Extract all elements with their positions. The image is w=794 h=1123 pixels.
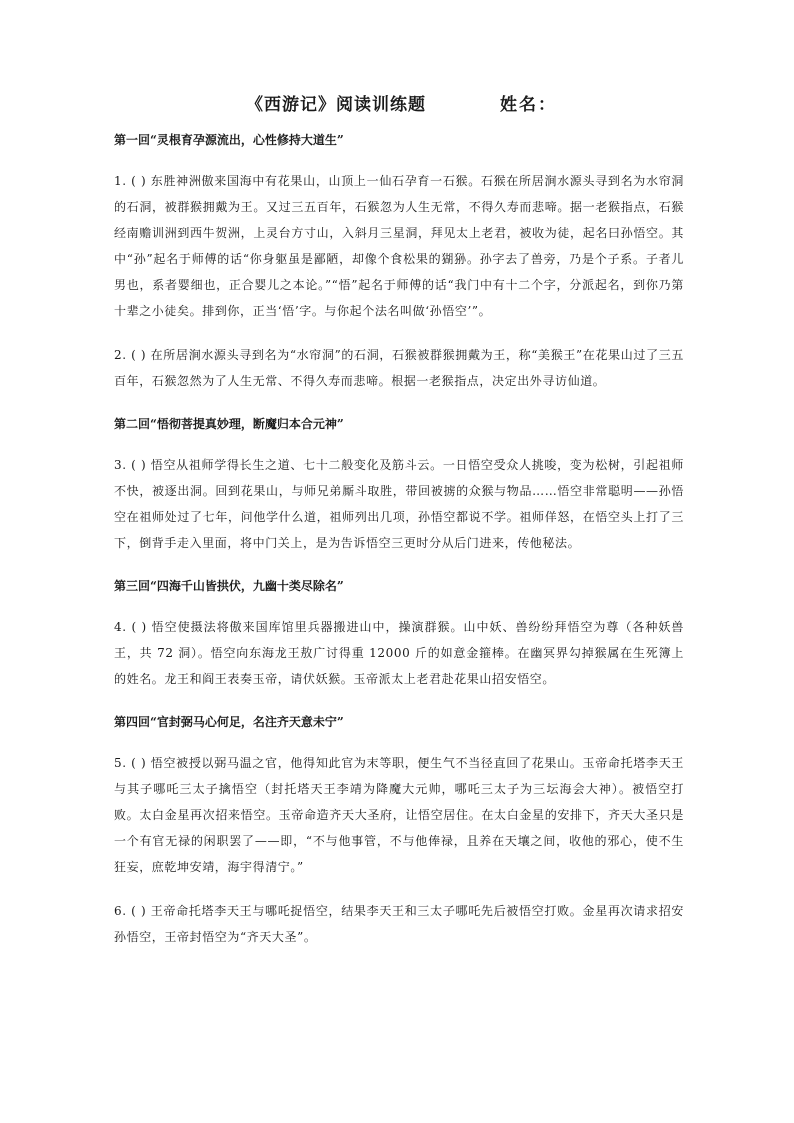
title-row <box>0 90 794 114</box>
name-label: 姓名： <box>500 95 557 115</box>
question-5: 5. ( ) 悟空被授以弼马温之官，他得知此官为末等职，便生气不当径直回了花果山。玉帝命托塔李天王与其子哪吒三太子擒悟空（封托塔天王李靖为降魔大元帅，哪吒三太子为三坛海会大神）。被悟空打败。太白金星再次招来悟空。玉帝命造齐天大圣府，让悟空居住。在太白金星的安排下，齐天大圣只是一个有官无禄的闲职罢了——即，“不与他事管，不与他俸禄，且养在天壤之间，收他的邪心，使不生狂妄，庶乾坤安靖，海宇得清宁。” <box>114 756 684 874</box>
page-title: 《西游记》阅读训练题 <box>246 95 426 115</box>
content-area <box>114 128 684 968</box>
question-3: 3. ( ) 悟空从祖师学得长生之道、七十二般变化及筋斗云。一日悟空受众人挑唆，变为松树，引起祖师不快，被逐出洞。回到花果山，与师兄弟厮斗取胜，带回被掳的众猴与物品……悟空非常聪明——孙悟空在祖师处过了七年，问他学什么道，祖师列出几项，孙悟空都说不学。祖师佯怒，在悟空头上打了三下，倒背手走入里面，将中门关上，是为告诉悟空三更时分从后门进来，传他秘法。 <box>114 458 684 550</box>
question-4: 4. ( ) 悟空使摄法将傲来国库馆里兵器搬进山中，操演群猴。山中妖、兽纷纷拜悟空为尊（各种妖兽王，共 72 洞）。悟空向东海龙王敖广讨得重 12000 斤的如意金箍棒。在幽冥界勾掉猴属在生死簿上的姓名。龙王和阎王表奏玉帝，请伏妖猴。玉帝派太上老君赴花果山招安悟空。 <box>114 620 684 686</box>
chapter-heading-2: 第二回“悟彻菩提真妙理，断魔归本合元神” <box>114 417 344 431</box>
question-2: 2. ( ) 在所居涧水源头寻到名为“水帘洞”的石洞，石猴被群猴拥戴为王，称“美猴王”在花果山过了三五百年，石猴忽然为了人生无常、不得久寿而悲啼。根据一老猴指点，决定出外寻访仙道。 <box>114 348 684 388</box>
chapter-heading-4: 第四回“官封弼马心何足，名注齐天意未宁” <box>114 715 344 729</box>
question-6: 6. ( ) 王帝命托塔李天王与哪吒捉悟空，结果李天王和三太子哪吒先后被悟空打败。金星再次请求招安孙悟空，王帝封悟空为“齐天大圣”。 <box>114 904 684 944</box>
chapter-heading-1: 第一回“灵根育孕源流出，心性修持大道生” <box>114 133 344 147</box>
chapter-heading-3: 第三回“四海千山皆拱伏，九幽十类尽除名” <box>114 579 344 593</box>
question-1: 1. ( ) 东胜神洲傲来国海中有花果山，山顶上一仙石孕育一石猴。石猴在所居涧水源头寻到名为水帘洞的石洞，被群猴拥戴为王。又过三五百年，石猴忽为人生无常，不得久寿而悲啼。据一老猴指点，石猴经南赡训洲到西牛贺洲，上灵台方寸山，入斜月三星洞，拜见太上老君，被收为徒，起名曰孙悟空。其中“孙”起名于师傅的话“你身躯虽是鄙陋，却像个食松果的猢狲。孙字去了兽旁，乃是个子系。子者儿男也，系者婴细也，正合婴儿之本论。”“悟”起名于师傅的话“我门中有十二个字，分派起名，到你乃第十辈之小徒矣。排到你，正当‘悟’字。与你起个法名叫做‘孙悟空’”。 <box>114 174 684 318</box>
